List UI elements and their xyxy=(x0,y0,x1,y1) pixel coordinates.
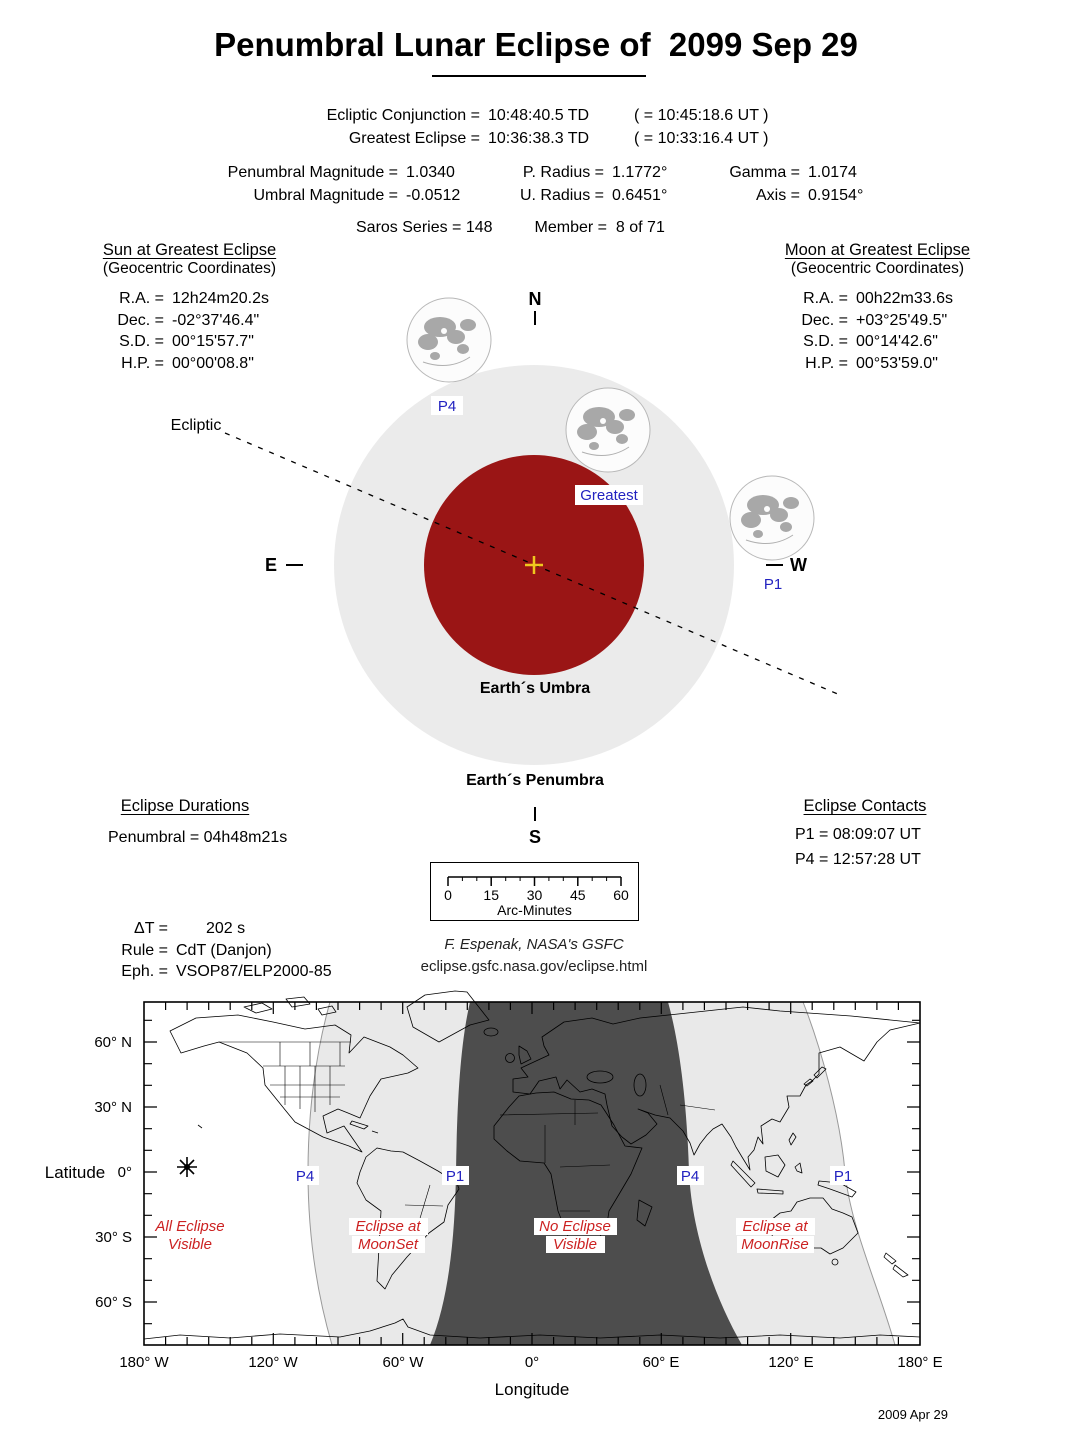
scale-tick-45: 45 xyxy=(570,887,586,903)
gamma-label: Gamma = xyxy=(729,164,800,181)
greatest-label: Greatest xyxy=(580,487,638,504)
moon-at-p4 xyxy=(407,298,491,382)
lon-180e-label: 180° E xyxy=(897,1354,943,1371)
lon-120e-label: 120° E xyxy=(768,1354,814,1371)
penumbral-duration-label: Penumbral = xyxy=(108,829,200,846)
sun-sd-value: 00°15'57.7" xyxy=(172,333,254,350)
member-label: Member = xyxy=(534,219,608,236)
region-all-visible-line2: Visible xyxy=(168,1236,212,1253)
sun-block-subtitle: (Geocentric Coordinates) xyxy=(102,260,277,277)
umbra-label: Earth´s Umbra xyxy=(479,680,591,697)
axis-value: 0.9154° xyxy=(808,187,864,204)
sun-block-header xyxy=(62,241,317,278)
durations-header xyxy=(105,797,265,816)
title-underline xyxy=(432,75,646,77)
penumbra-label: Earth´s Penumbra xyxy=(466,772,604,789)
scale-units-label: Arc-Minutes xyxy=(497,902,572,918)
u-radius-label: U. Radius = xyxy=(519,187,604,204)
region-moonset-line2: MoonSet xyxy=(357,1236,419,1253)
moon-block-subtitle: (Geocentric Coordinates) xyxy=(790,260,965,277)
moon-sd-value: 00°14'42.6" xyxy=(856,333,938,350)
lon-60w-label: 60° W xyxy=(382,1354,424,1371)
lat-60n-label: 60° N xyxy=(94,1034,132,1051)
scale-tick-0: 0 xyxy=(444,887,452,903)
contact-p4-label: P4 = xyxy=(795,851,829,868)
credit-url: eclipse.gsfc.nasa.gov/eclipse.html xyxy=(420,958,648,975)
umbral-magnitude-value: -0.0512 xyxy=(406,187,461,204)
rule-value: CdT (Danjon) xyxy=(176,941,272,959)
sun-hp-value: 00°00'08.8" xyxy=(172,354,254,372)
magnitude-table xyxy=(126,161,918,207)
ecliptic-label: Ecliptic xyxy=(170,417,222,434)
visibility-map xyxy=(0,985,1082,1430)
eclipse-geometry-diagram xyxy=(0,280,1082,870)
delta-t-value: 202 s xyxy=(206,920,246,937)
saros-label: Saros Series = xyxy=(356,219,462,236)
sun-dec-value: -02°37'46.4" xyxy=(172,311,260,329)
contact-p1-label: P1 = xyxy=(795,826,829,843)
moon-hp-label: H.P. = xyxy=(805,354,848,372)
lon-60e-label: 60° E xyxy=(642,1354,680,1371)
p4-contact-label: P4 xyxy=(437,398,457,415)
greatest-eclipse-ut: ( = 10:33:16.4 UT ) xyxy=(634,130,769,147)
gamma-value: 1.0174 xyxy=(808,164,857,181)
lat-60s-label: 60° S xyxy=(95,1294,132,1311)
page-title: Penumbral Lunar Eclipse of 2099 Sep 29 xyxy=(214,26,858,63)
south-label: S xyxy=(528,827,542,847)
map-marker-p1-east: P1 xyxy=(833,1168,853,1185)
moon-dec-label: Dec. = xyxy=(801,311,848,329)
contact-p4-row xyxy=(795,848,921,871)
region-moonrise-line2: MoonRise xyxy=(741,1236,809,1253)
saros-series xyxy=(356,219,493,237)
region-none-line2: Visible xyxy=(553,1236,597,1253)
moon-at-p1 xyxy=(730,476,814,560)
delta-t-label: ΔT = xyxy=(134,920,168,937)
ecliptic-conjunction-label: Ecliptic Conjunction = xyxy=(326,107,480,124)
ephemeris-value: VSOP87/ELP2000-85 xyxy=(176,963,332,980)
scale-tick-60: 60 xyxy=(613,887,629,903)
contact-p4-value: 12:57:28 UT xyxy=(832,851,921,868)
contacts-title: Eclipse Contacts xyxy=(803,797,927,815)
contact-p1-value: 08:09:07 UT xyxy=(832,826,921,843)
p1-contact-label: P1 xyxy=(763,576,783,593)
rule-label: Rule = xyxy=(121,941,168,959)
sun-dec-label: Dec. = xyxy=(117,311,164,329)
saros-value: 148 xyxy=(465,219,493,236)
p-radius-value: 1.1772° xyxy=(612,164,668,181)
moon-sd-label: S.D. = xyxy=(803,333,848,350)
penumbral-magnitude-label: Penumbral Magnitude = xyxy=(227,164,398,181)
member-value: 8 of 71 xyxy=(611,219,665,236)
region-moonset-line1: Eclipse at xyxy=(355,1218,421,1235)
ruler-major-ticks xyxy=(448,877,621,886)
sun-block-title: Sun at Greatest Eclipse xyxy=(102,241,277,259)
scale-tick-30: 30 xyxy=(526,887,543,903)
moon-hp-value: 00°53'59.0" xyxy=(856,354,938,372)
sun-sd-label: S.D. = xyxy=(119,333,164,350)
saros-member xyxy=(535,219,665,237)
umbral-magnitude-label: Umbral Magnitude = xyxy=(253,187,398,204)
moon-ra-label: R.A. = xyxy=(803,290,848,307)
moon-at-greatest xyxy=(566,388,650,472)
greatest-eclipse-td: 10:36:38.3 TD xyxy=(488,130,590,147)
scale-tick-15: 15 xyxy=(483,887,499,903)
meta-table xyxy=(38,918,366,983)
map-marker-p4-west: P4 xyxy=(295,1168,315,1185)
subsolar-point-star-icon xyxy=(177,1157,197,1177)
north-label: N xyxy=(528,289,542,309)
sun-hp-label: H.P. = xyxy=(121,354,164,372)
lat-0-label: 0° xyxy=(117,1164,132,1181)
plot-date-stamp: 2009 Apr 29 xyxy=(877,1407,948,1422)
latitude-axis-title: Latitude xyxy=(44,1163,106,1182)
arcminute-ruler xyxy=(431,863,638,920)
lon-120w-label: 120° W xyxy=(248,1354,298,1371)
region-all-visible-line1: All Eclipse xyxy=(155,1218,225,1235)
map-marker-p4-east: P4 xyxy=(680,1168,700,1185)
region-moonrise-line1: Eclipse at xyxy=(742,1218,808,1235)
contact-p1-row xyxy=(795,823,921,846)
region-none-line1: No Eclipse xyxy=(539,1218,611,1235)
moon-ra-value: 00h22m33.6s xyxy=(856,290,953,307)
u-radius-value: 0.6451° xyxy=(612,187,668,204)
ephemeris-label: Eph. = xyxy=(121,963,168,980)
ecliptic-conjunction-ut: ( = 10:45:18.6 UT ) xyxy=(634,107,769,124)
contacts-header xyxy=(785,797,945,816)
penumbral-duration-value: 04h48m21s xyxy=(203,829,288,846)
moon-dec-value: +03°25'49.5" xyxy=(856,311,948,329)
lat-30s-label: 30° S xyxy=(95,1229,132,1246)
sun-ra-label: R.A. = xyxy=(119,290,164,307)
axis-label: Axis = xyxy=(755,187,800,204)
p-radius-label: P. Radius = xyxy=(522,164,604,181)
ecliptic-conjunction-td: 10:48:40.5 TD xyxy=(488,107,590,124)
scale-box xyxy=(430,862,639,921)
sun-ra-value: 12h24m20.2s xyxy=(172,290,269,307)
author-credit: F. Espenak, NASA's GSFC xyxy=(444,936,624,953)
penumbral-duration-row xyxy=(108,826,287,849)
moon-block-header xyxy=(750,241,1005,278)
map-marker-p1-west: P1 xyxy=(445,1168,465,1185)
lat-30n-label: 30° N xyxy=(94,1099,132,1116)
lon-180w-label: 180° W xyxy=(119,1354,169,1371)
moon-block-title: Moon at Greatest Eclipse xyxy=(784,241,971,259)
greatest-eclipse-label: Greatest Eclipse = xyxy=(348,130,480,147)
east-label: E xyxy=(264,555,277,575)
lon-0-label: 0° xyxy=(524,1354,540,1371)
west-label: W xyxy=(790,555,807,575)
saros-row xyxy=(356,219,665,237)
penumbral-magnitude-value: 1.0340 xyxy=(406,164,455,181)
conjunction-table xyxy=(262,104,854,150)
durations-title: Eclipse Durations xyxy=(120,797,250,815)
longitude-axis-title: Longitude xyxy=(494,1380,570,1399)
